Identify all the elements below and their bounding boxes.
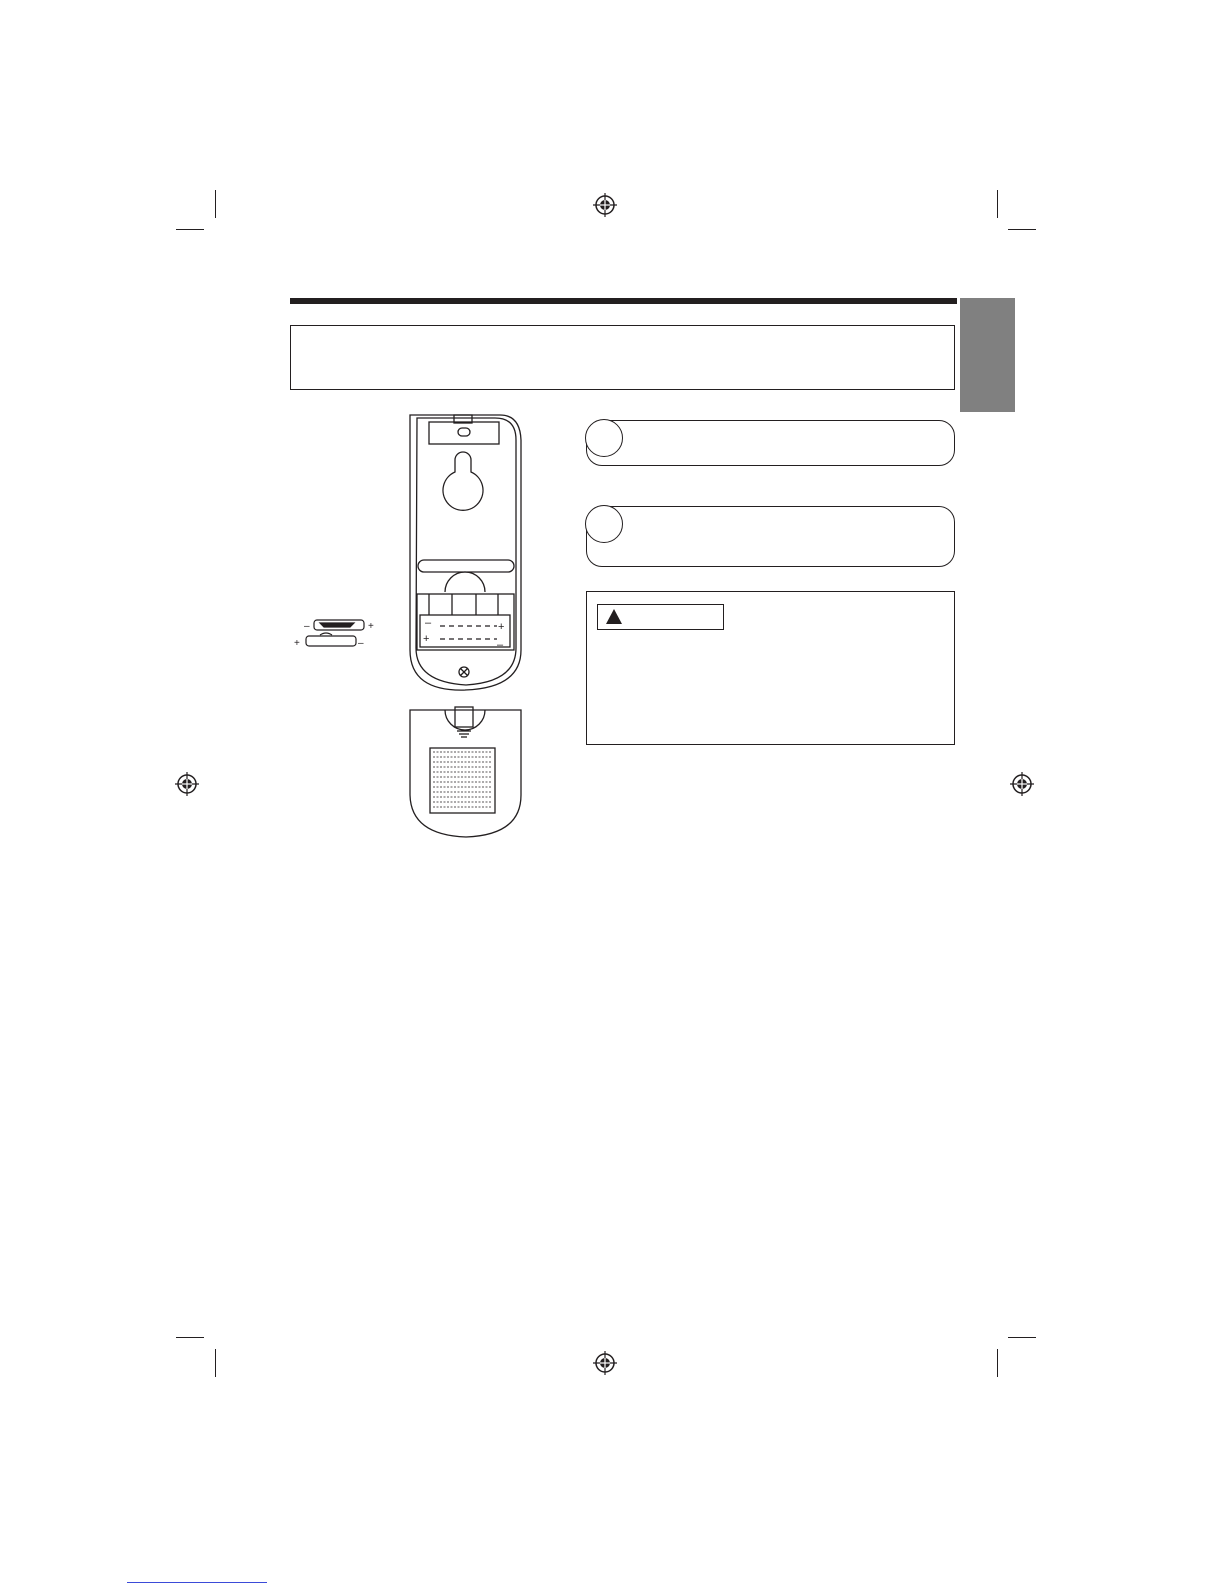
section-rule bbox=[290, 298, 957, 304]
svg-text:–: – bbox=[497, 639, 504, 651]
step-2-box bbox=[586, 506, 955, 567]
registration-mark-icon bbox=[175, 772, 199, 796]
crop-mark-bl-v bbox=[215, 1349, 216, 1377]
svg-text:–: – bbox=[358, 638, 364, 649]
svg-text:+: + bbox=[423, 633, 430, 645]
registration-mark-icon bbox=[593, 193, 617, 217]
registration-mark-icon bbox=[593, 1351, 617, 1375]
language-side-tab bbox=[960, 298, 1015, 412]
crop-mark-tr-v bbox=[997, 190, 998, 218]
crop-mark-tl-v bbox=[215, 190, 216, 218]
crop-mark-bl-h bbox=[176, 1337, 204, 1338]
step-1-box bbox=[586, 420, 955, 466]
svg-text:+: + bbox=[294, 638, 300, 649]
warning-icon bbox=[606, 609, 622, 624]
registration-mark-icon bbox=[1010, 772, 1034, 796]
remote-back-illustration bbox=[290, 410, 530, 840]
caution-box bbox=[586, 591, 955, 745]
crop-mark-br-v bbox=[997, 1349, 998, 1377]
section-header-box bbox=[290, 325, 955, 390]
footer-link-underline bbox=[127, 1582, 267, 1583]
crop-mark-br-h bbox=[1008, 1337, 1036, 1338]
caution-label-box bbox=[597, 604, 724, 630]
step-1-number-circle bbox=[585, 419, 623, 457]
svg-text:+: + bbox=[498, 621, 505, 633]
step-2-number-circle bbox=[585, 505, 623, 543]
crop-mark-tl-h bbox=[176, 229, 204, 230]
svg-text:+: + bbox=[368, 621, 374, 632]
svg-text:–: – bbox=[425, 617, 432, 629]
svg-text:–: – bbox=[304, 621, 310, 632]
crop-mark-tr-h bbox=[1008, 229, 1036, 230]
